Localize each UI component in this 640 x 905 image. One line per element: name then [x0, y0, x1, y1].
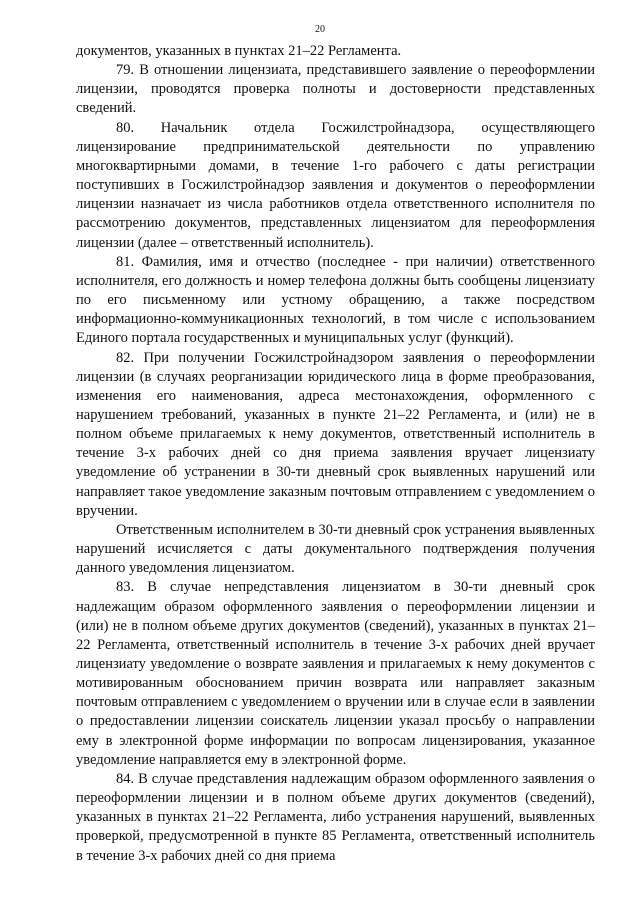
paragraph-82: 82. При получении Госжилстройнадзором заявления о переоформлении лицензии (в случаях реорганизации юридического лица в форме преобразования, изменения его наименования, адреса местонахождения, оформленного с нарушением требований, указанных в пункте 21–22 Регламента, и (или) не в полном объеме прилагаемых к нему документов, ответственный исполнитель в течение 3-х рабочих дней со дня приема заявления вручает лицензиату уведомление об устранении в 30-ти дневный срок выявленных нарушений или направляет такое уведомление заказным почтовым отправлением с уведомлением о вручении. [76, 349, 595, 519]
paragraph-83: 83. В случае непредставления лицензиатом в 30-ти дневный срок надлежащим образом оформленного заявления о переоформлении лицензии и (или) не в полном объеме других документов (сведений), указанных в пунктах 21–22 Регламента, ответственный исполнитель в течение 3-х рабочих дней вручает лицензиату уведомление о возврате заявления и прилагаемых к нему документов с мотивированным обоснованием причин возврата или направляет заказным почтовым отправлением с уведомлением о вручении или в случае если в заявлении о предоставлении лицензии соискатель лицензии указал просьбу о направлении ему в электронной форме информации по вопросам лицензирования, указанное уведомление направляется ему в электронной форме. [76, 579, 595, 768]
page-number: 20 [315, 24, 325, 35]
paragraph-80: 80. Начальник отдела Госжилстройнадзора, осуществляющего лицензирование предпринимательской деятельности по управлению многоквартирными домами, в течение 1-го рабочего с даты регистрации поступивших в Госжилстройнадзор заявления и документов о переоформлении лицензии назначает из числа работников отдела ответственного исполнителя по рассмотрению документов, представленных лицензиатом для переоформления лицензии (далее – ответственный исполнитель). [76, 119, 595, 251]
paragraph-continuation: документов, указанных в пунктах 21–22 Регламента. [76, 43, 402, 59]
paragraph-81: 81. Фамилия, имя и отчество (последнее - при наличии) ответственного исполнителя, его должность и номер телефона должны быть сообщены лицензиату по его письменному или устному обращению, а также посредством информационно-коммуникационных технологий, в том числе с использованием Единого портала государственных и муниципальных услуг (функций). [76, 253, 595, 347]
paragraph-79: 79. В отношении лицензиата, представившего заявление о переоформлении лицензии, проводятся проверка полноты и достоверности представленных сведений. [76, 62, 595, 117]
document-body [76, 42, 595, 866]
paragraph-84: 84. В случае представления надлежащим образом оформленного заявления о переоформлении лицензии и в полном объеме других документов (сведений), указанных в пунктах 21–22 Регламента, либо устранения нарушений, выявленных проверкой, предусмотренной в пункте 85 Регламента, ответственный исполнитель в течение 3-х рабочих дней со дня приема [76, 770, 595, 864]
paragraph-82-note: Ответственным исполнителем в 30-ти дневный срок устранения выявленных нарушений исчисляется с даты документального подтверждения получения данного уведомления лицензиатом. [76, 521, 595, 577]
